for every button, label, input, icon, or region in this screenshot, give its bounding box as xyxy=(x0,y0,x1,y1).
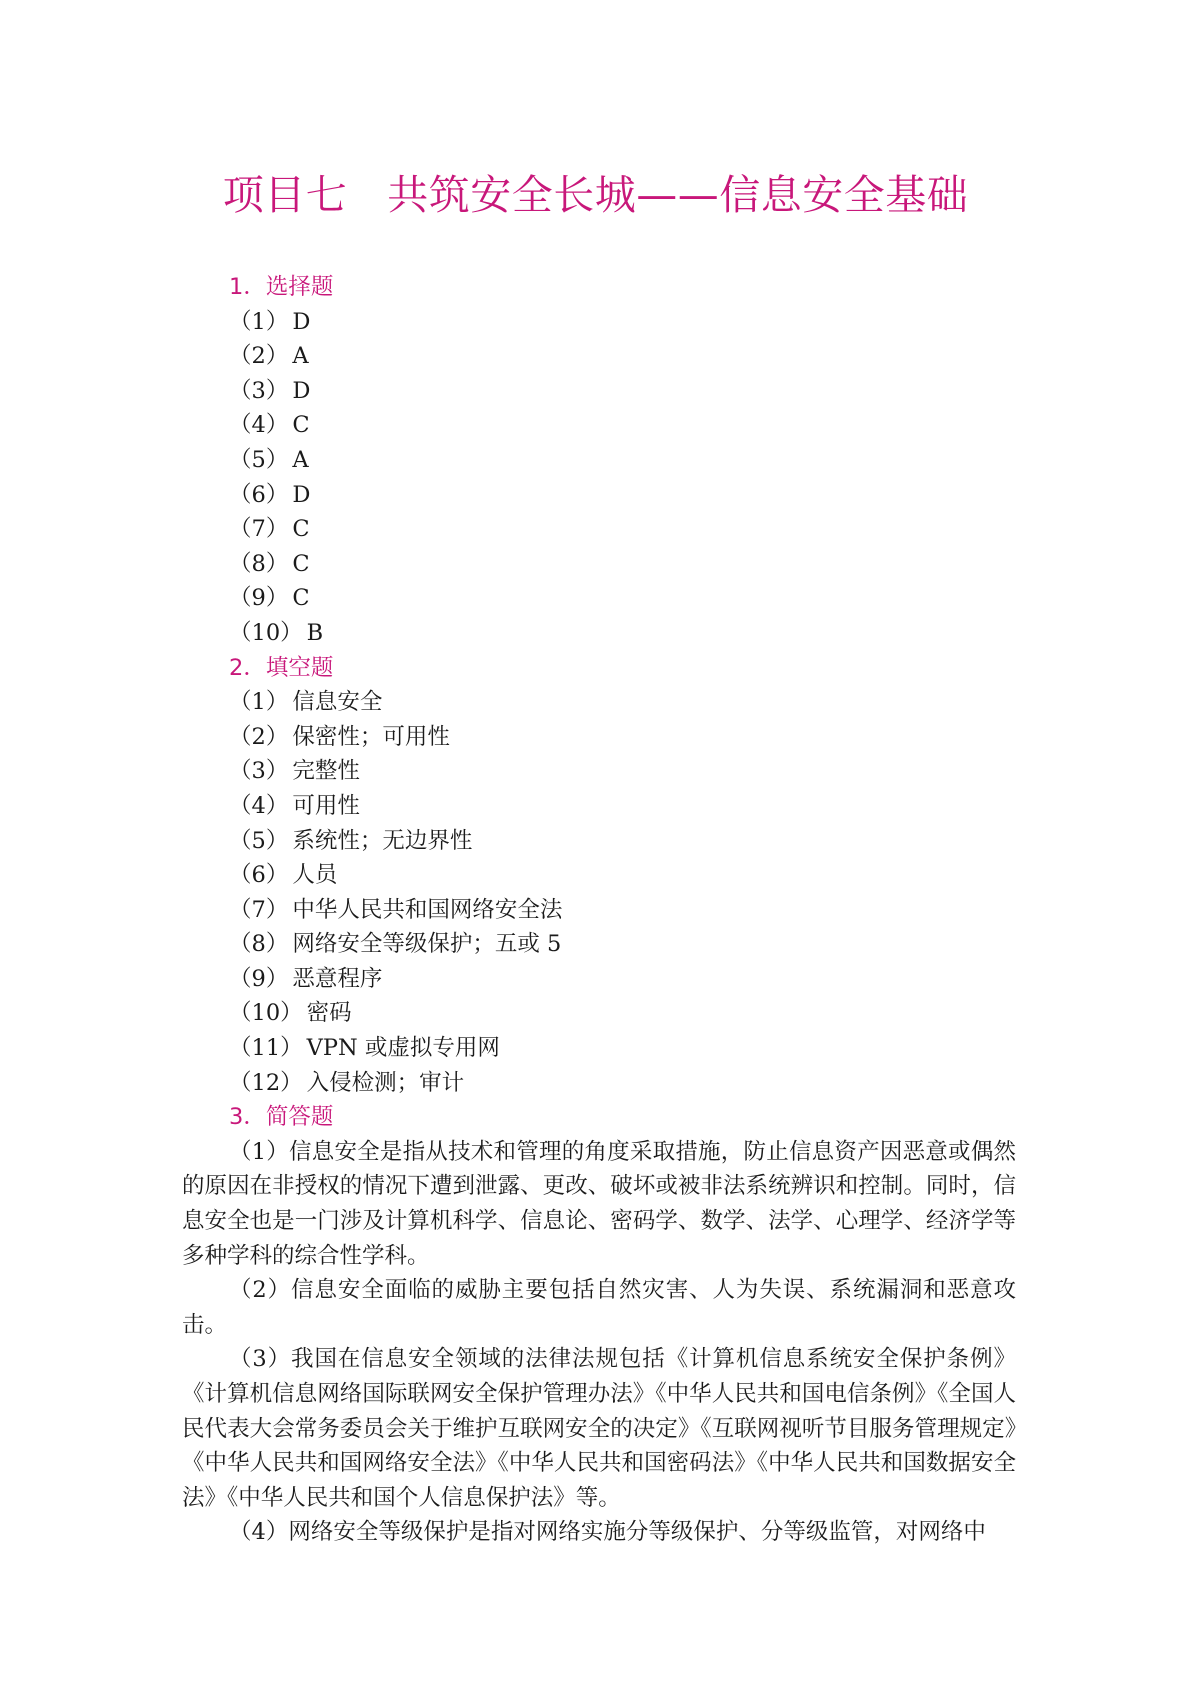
item-number: （5） xyxy=(229,827,289,854)
item-number: （12） xyxy=(229,1069,303,1096)
item-answer: A xyxy=(292,343,309,370)
choice-answer-item xyxy=(182,616,1016,651)
item-answer: 信息安全 xyxy=(292,689,383,716)
item-number: （6） xyxy=(229,862,289,889)
item-number: （10） xyxy=(229,619,303,646)
section-heading-fill: 2．填空题 xyxy=(229,654,334,681)
item-answer: D xyxy=(292,481,311,508)
item-number: （9） xyxy=(229,585,289,612)
item-number: （8） xyxy=(229,550,289,577)
item-answer: 网络安全等级保护；五或 5 xyxy=(292,931,562,958)
fill-answer-item xyxy=(182,893,1016,928)
item-answer: 人员 xyxy=(292,862,338,889)
item-number: （6） xyxy=(229,481,289,508)
answer-content xyxy=(182,270,1016,1550)
short-answer-paragraph: （4）网络安全等级保护是指对网络实施分等级保护、分等级监管，对网络中 xyxy=(229,1519,986,1546)
page-title-subject: 共筑安全长城——信息安全基础 xyxy=(387,171,969,219)
item-answer: 可用性 xyxy=(292,792,360,819)
item-answer: D xyxy=(292,308,311,335)
short-answer-paragraph: （1）信息安全是指从技术和管理的角度采取措施，防止信息资产因恶意或偶然的原因在非授权的情况下遭到泄露、更改、破坏或被非法系统辨识和控制。同时，信息安全也是一门涉及计算机科学、信息论、密码学、数学、法学、心理学、经济学等多种学科的综合性学科。 xyxy=(182,1138,1016,1269)
fill-answer-item xyxy=(182,927,1016,962)
short-answer-list xyxy=(182,1135,1016,1550)
choice-answer-item xyxy=(182,408,1016,443)
choice-answer-item xyxy=(182,478,1016,513)
fill-answer-item xyxy=(182,685,1016,720)
page-title xyxy=(0,162,1191,221)
item-number: （10） xyxy=(229,1000,303,1027)
fill-answer-item xyxy=(182,858,1016,893)
item-answer: C xyxy=(292,516,310,543)
item-number: （11） xyxy=(229,1035,303,1062)
fill-answer-item xyxy=(182,996,1016,1031)
choice-answer-item xyxy=(182,339,1016,374)
item-number: （4） xyxy=(229,792,289,819)
short-answer-paragraph: （2）信息安全面临的威胁主要包括自然灾害、人为失误、系统漏洞和恶意攻击。 xyxy=(182,1277,1016,1338)
choice-answer-item xyxy=(182,547,1016,582)
choice-answer-item xyxy=(182,512,1016,547)
item-number: （1） xyxy=(229,308,289,335)
item-answer: 入侵检测；审计 xyxy=(306,1069,465,1096)
item-answer: 密码 xyxy=(306,1000,352,1027)
item-number: （3） xyxy=(229,758,289,785)
fill-answer-list xyxy=(182,685,1016,1100)
item-answer: C xyxy=(292,585,310,612)
item-number: （8） xyxy=(229,931,289,958)
choice-answer-item xyxy=(182,374,1016,409)
short-answer-paragraph: （3）我国在信息安全领域的法律法规包括《计算机信息系统安全保护条例》《计算机信息网络国际联网安全保护管理办法》《中华人民共和国电信条例》《全国人民代表大会常务委员会关于维护互联网安全的决定》《互联网视听节目服务管理规定》《中华人民共和国网络安全法》《中华人民共和国密码法》《中华人民共和国数据安全法》《中华人民共和国个人信息保护法》等。 xyxy=(182,1346,1016,1511)
choice-answer-item xyxy=(182,305,1016,340)
item-number: （2） xyxy=(229,723,289,750)
item-answer: C xyxy=(292,412,310,439)
item-answer: 恶意程序 xyxy=(292,965,383,992)
choice-answer-item xyxy=(182,443,1016,478)
item-answer: B xyxy=(306,619,324,646)
item-number: （7） xyxy=(229,516,289,543)
item-answer: 系统性；无边界性 xyxy=(292,827,473,854)
item-number: （7） xyxy=(229,896,289,923)
item-answer: A xyxy=(292,446,309,473)
item-answer: C xyxy=(292,550,310,577)
item-number: （9） xyxy=(229,965,289,992)
item-number: （2） xyxy=(229,343,289,370)
item-answer: 保密性；可用性 xyxy=(292,723,450,750)
fill-answer-item xyxy=(182,962,1016,997)
fill-answer-item xyxy=(182,824,1016,859)
item-number: （4） xyxy=(229,412,289,439)
item-number: （5） xyxy=(229,446,289,473)
fill-answer-item xyxy=(182,754,1016,789)
fill-answer-item xyxy=(182,789,1016,824)
section-heading-short: 3．简答题 xyxy=(229,1104,334,1131)
fill-answer-item xyxy=(182,1031,1016,1066)
page-title-project: 项目七 xyxy=(222,171,348,219)
item-answer: VPN 或虚拟专用网 xyxy=(306,1035,500,1062)
fill-answer-item xyxy=(182,720,1016,755)
item-answer: D xyxy=(292,377,311,404)
item-answer: 完整性 xyxy=(292,758,360,785)
section-heading-choice: 1．选择题 xyxy=(229,274,334,300)
choice-answer-item xyxy=(182,581,1016,616)
fill-answer-item xyxy=(182,1066,1016,1101)
item-number: （3） xyxy=(229,377,289,404)
item-answer: 中华人民共和国网络安全法 xyxy=(292,896,563,923)
item-number: （1） xyxy=(229,689,289,716)
choice-answer-list xyxy=(182,305,1016,651)
